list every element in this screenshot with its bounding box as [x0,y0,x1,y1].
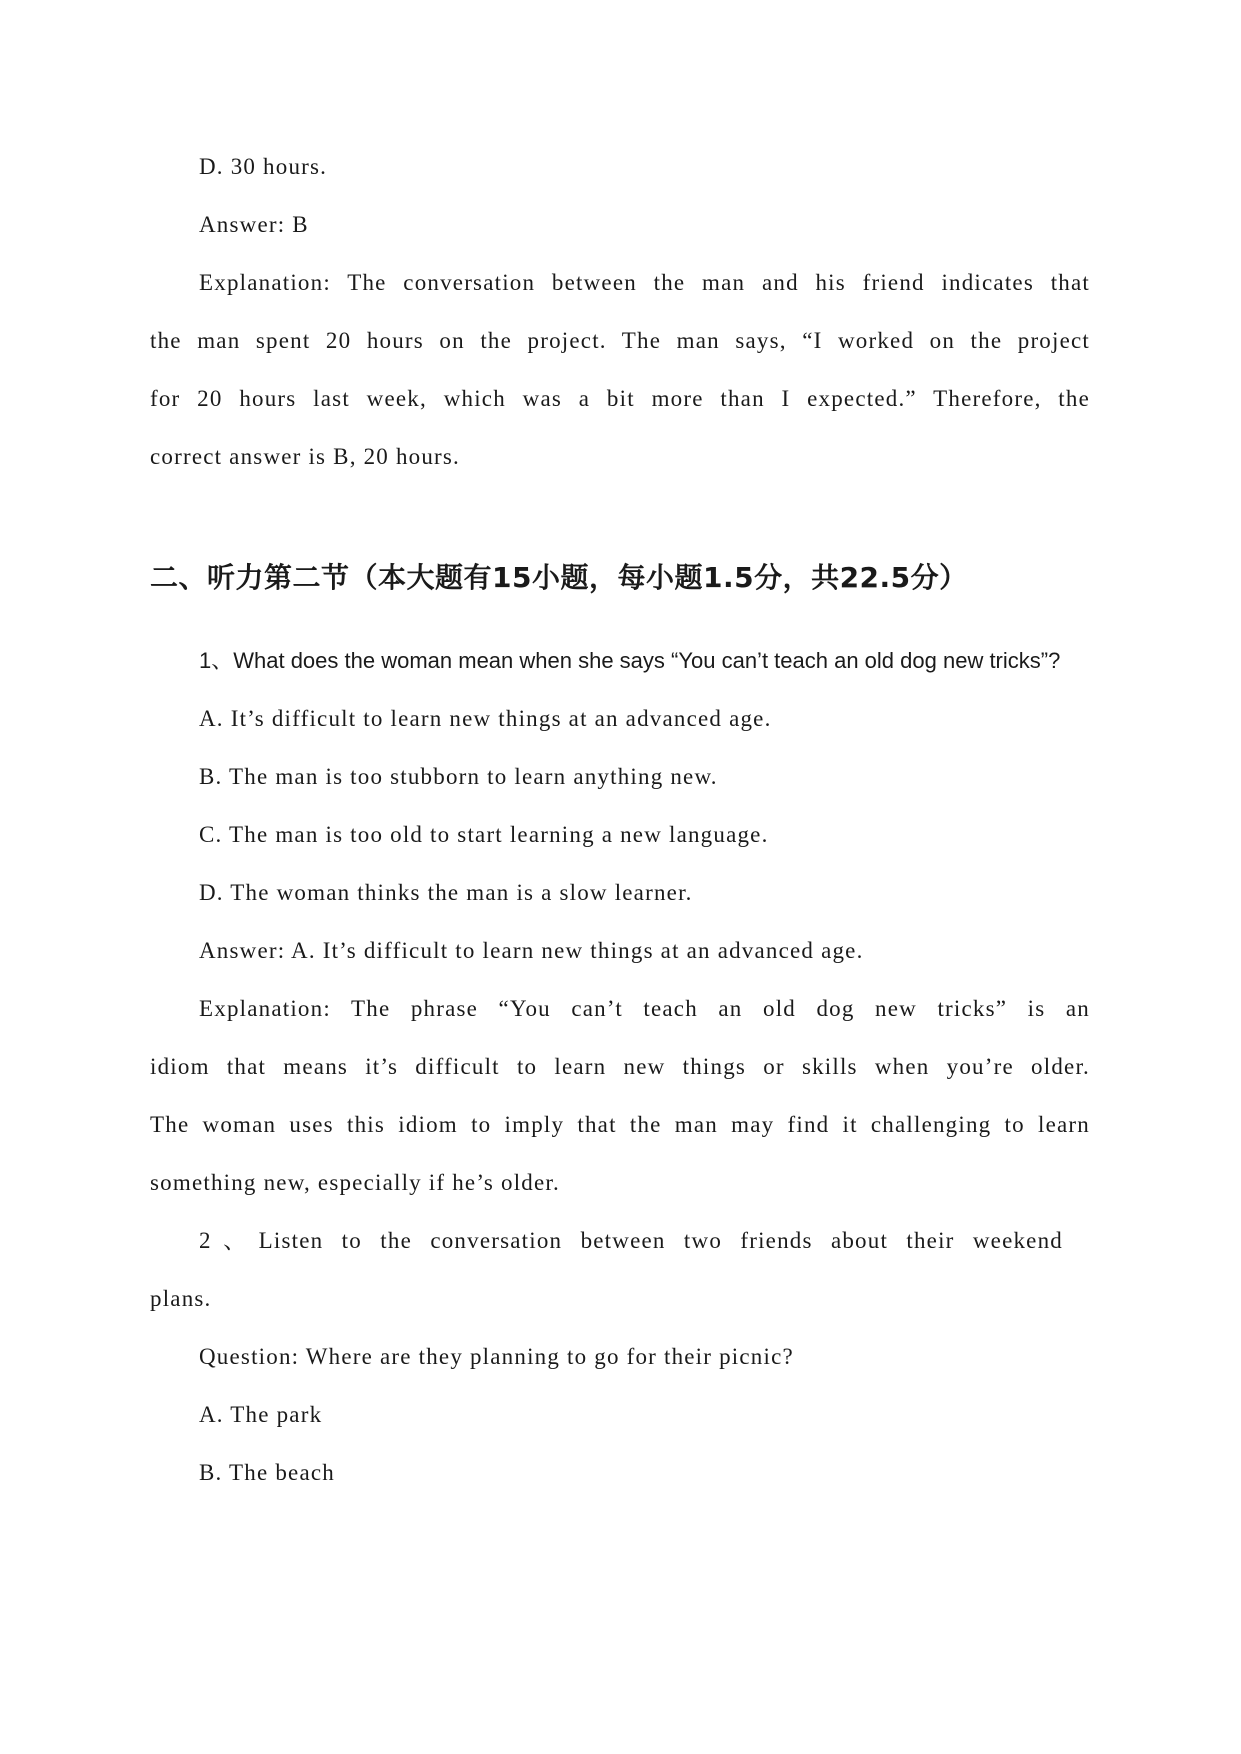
explanation-line: The woman uses this idiom to imply that the man may find it challenging to learn [150,1112,1090,1137]
option-d-text: D. The woman thinks the man is a slow learner. [199,880,693,905]
answer-text: Answer: B [199,212,309,237]
question-2-text-cont: plans. [150,1286,212,1311]
question-2-question: Question: Where are they planning to go for their picnic? [199,1344,794,1369]
question-2-text: 2、Listen to the conversation between two friends about their weekend [199,1228,1063,1253]
option-a-text: A. It’s difficult to learn new things at an advanced age. [199,706,772,731]
option-b-text: B. The beach [199,1460,335,1485]
option-d-text: D. 30 hours. [199,154,328,179]
explanation-line: Explanation: The phrase “You can’t teach an old dog new tricks” is an [199,996,1090,1021]
explanation-line: correct answer is B, 20 hours. [150,444,461,469]
explanation-line: something new, especially if he’s older. [150,1170,560,1195]
explanation-line: the man spent 20 hours on the project. The man says, “I worked on the project [150,328,1090,353]
answer-text: Answer: A. It’s difficult to learn new things at an advanced age. [199,938,864,963]
section-heading: 二、听力第二节（本大题有15小题，每小题1.5分，共22.5分） [150,561,968,594]
explanation-line: for 20 hours last week, which was a bit more than I expected.” Therefore, the [150,386,1090,411]
option-c-text: C. The man is too old to start learning a new language. [199,822,769,847]
option-a-text: A. The park [199,1402,323,1427]
explanation-line: idiom that means it’s difficult to learn new things or skills when you’re older. [150,1054,1090,1079]
explanation-line: Explanation: The conversation between the man and his friend indicates that [199,270,1090,295]
option-b-text: B. The man is too stubborn to learn anything new. [199,764,718,789]
question-1-text: 1、What does the woman mean when she says “You can’t teach an old dog new tricks”? [199,648,1061,673]
